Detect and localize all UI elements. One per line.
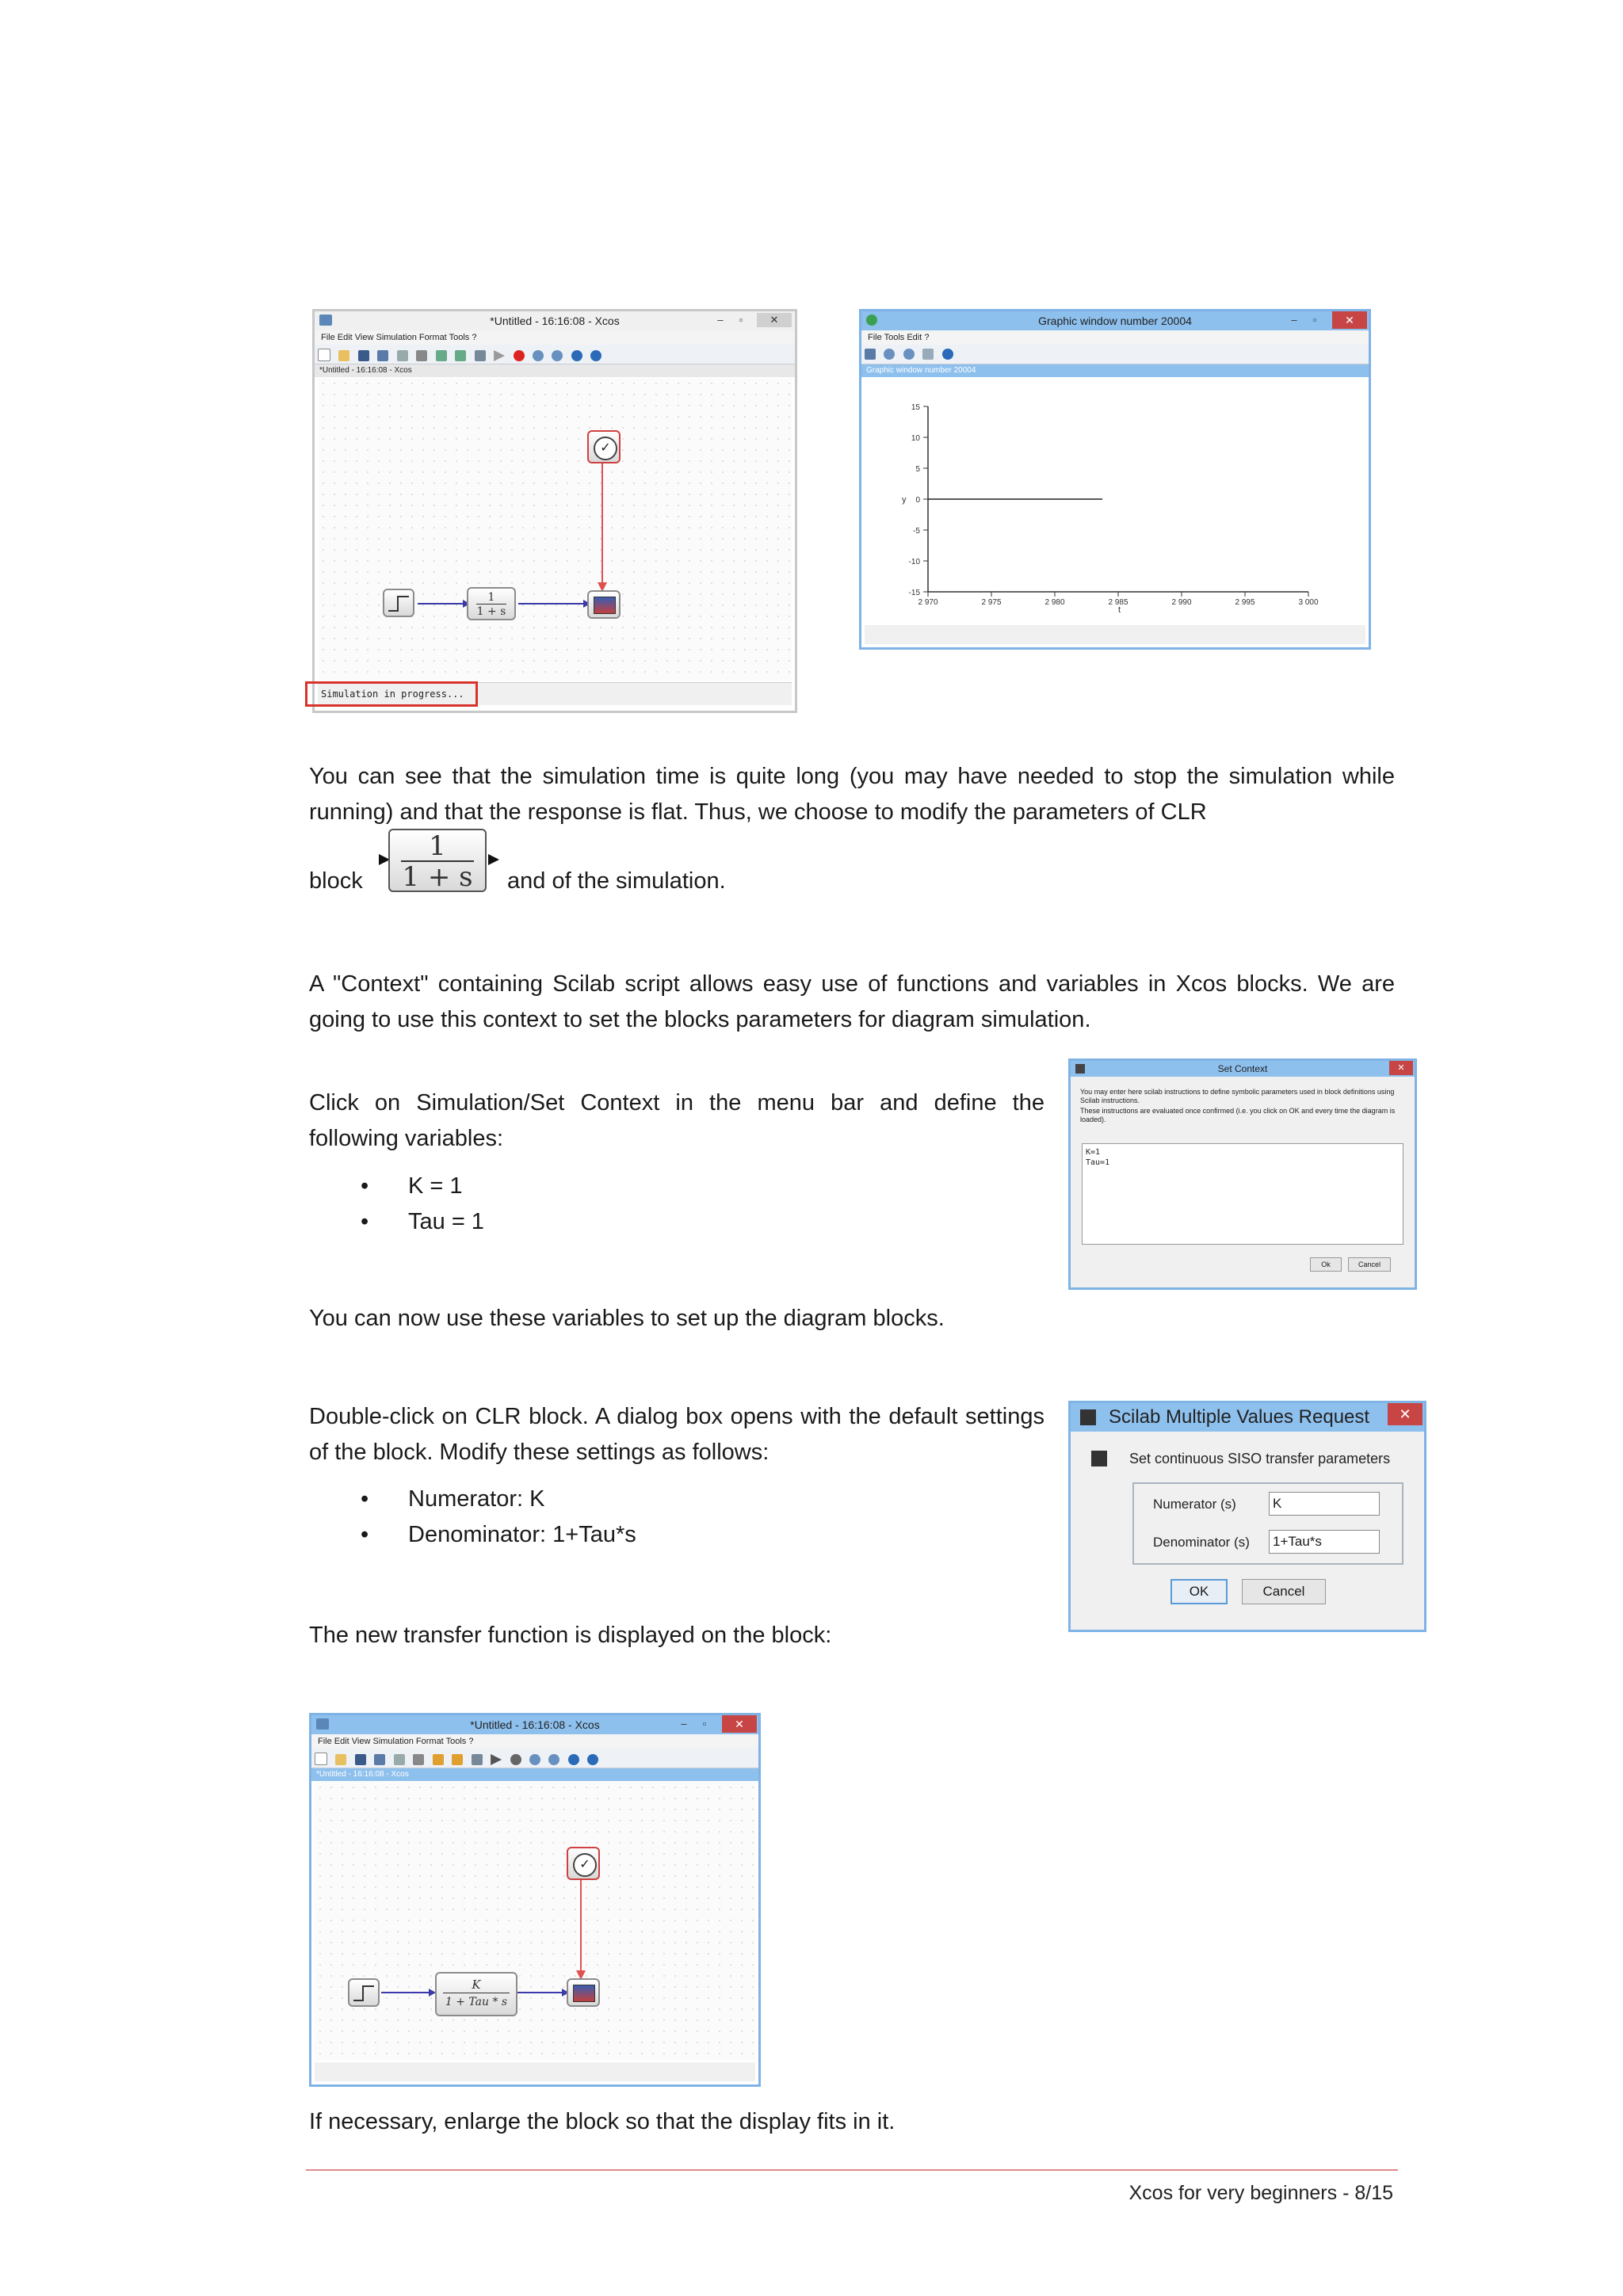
set-context-titlebar	[1071, 1061, 1415, 1077]
paragraph-simulation-time: You can see that the simulation time is quite long (you may have needed to stop the simulation while running) and that the response is flat. Thus, we choose to modify the parameters of CLR	[309, 764, 1395, 825]
numerator-input[interactable]: K	[1269, 1492, 1380, 1516]
bullet-mark: •	[361, 1173, 369, 1199]
scope-block[interactable]	[587, 590, 621, 619]
inline-clr-block	[377, 829, 502, 892]
x-tick-label: 3 000	[1298, 598, 1319, 607]
bullet-mark: •	[361, 1209, 369, 1234]
graphic-statusbar	[865, 625, 1365, 644]
clr-denominator: 1 + s	[476, 605, 506, 618]
denominator-input[interactable]: 1+Tau*s	[1269, 1530, 1380, 1554]
paragraph-double-click: Double-click on CLR block. A dialog box opens with the default settings of the block. Modify these settings as follows:	[309, 1404, 1044, 1465]
inline-output-arrow	[487, 852, 501, 867]
x-tick-label: 2 990	[1171, 598, 1192, 607]
fit-icon[interactable]	[472, 1754, 483, 1765]
x-tick-label: 2 970	[918, 598, 938, 607]
mvr-close-button[interactable]: ✕	[1388, 1403, 1423, 1425]
set-context-dialog	[1068, 1058, 1417, 1290]
footer-rule	[306, 2169, 1398, 2171]
save-as-icon[interactable]	[377, 350, 388, 361]
clr-denominator: 1 + Tau * s	[445, 1996, 508, 2008]
graphic-title: Graphic window number 20004	[1038, 315, 1192, 327]
graphic-tab[interactable]: Graphic window number 20004	[861, 364, 1369, 377]
context-ok-button[interactable]: Ok	[1310, 1257, 1342, 1272]
step-icon	[384, 590, 413, 616]
paragraph-context: A "Context" containing Scilab script allows easy use of functions and variables in Xcos blocks. We are going to use this context to set the blocks parameters for diagram simulation.	[309, 971, 1395, 1032]
clock-icon: ✓	[594, 437, 617, 460]
xcos-app-icon	[319, 315, 332, 326]
denominator-label: Denominator (s)	[1153, 1535, 1250, 1550]
play-icon[interactable]	[491, 1754, 502, 1765]
y-tick-label: 5	[915, 465, 920, 474]
diagram-tab[interactable]: *Untitled - 16:16:08 - Xcos	[311, 1768, 758, 1781]
paragraph-use-variables: You can now use these variables to set up the diagram blocks.	[309, 1306, 945, 1331]
bullet-mark: •	[361, 1486, 369, 1512]
set-context-info-1: You may enter here scilab instructions to define symbolic parameters used in block definitions using Scilab instructions.	[1080, 1088, 1395, 1104]
redo-icon[interactable]	[455, 350, 466, 361]
clr-numerator: 1	[476, 591, 506, 605]
y-tick-label: 10	[911, 434, 920, 443]
graphic-toolbar	[861, 345, 1369, 364]
list-item-text: Tau = 1	[408, 1209, 484, 1234]
bullet-mark: •	[361, 1522, 369, 1547]
context-cancel-button[interactable]: Cancel	[1348, 1257, 1391, 1272]
scope-icon	[573, 1985, 595, 2002]
zoom-out-icon[interactable]	[552, 350, 563, 361]
mvr-block-icon	[1091, 1451, 1107, 1466]
x-axis-label: t	[1118, 605, 1121, 615]
new-icon[interactable]	[315, 1753, 327, 1765]
list-item	[361, 1482, 636, 1517]
stop-icon[interactable]	[510, 1754, 521, 1765]
zoom-in-icon[interactable]	[529, 1754, 540, 1765]
close-button[interactable]: ✕	[722, 1715, 757, 1733]
y-tick-label: -5	[913, 527, 920, 536]
save-icon[interactable]	[355, 1754, 366, 1765]
mvr-app-icon	[1080, 1409, 1096, 1425]
cut-icon[interactable]	[413, 1754, 424, 1765]
status-bar	[315, 2062, 755, 2081]
close-button[interactable]: ✕	[757, 313, 792, 327]
graphic-minimize-button[interactable]: –	[1291, 314, 1297, 326]
window-titlebar	[315, 311, 795, 330]
graphic-close-button[interactable]: ✕	[1332, 311, 1367, 329]
mvr-cancel-button[interactable]: Cancel	[1242, 1579, 1326, 1604]
inline-clr-box	[388, 829, 487, 892]
clr-block[interactable]	[435, 1972, 517, 2016]
toolbar	[315, 345, 795, 364]
window-titlebar	[311, 1715, 758, 1734]
help-icon[interactable]	[590, 350, 601, 361]
list-item	[361, 1169, 484, 1204]
graphic-window	[859, 309, 1371, 650]
paragraph-enlarge-block: If necessary, enlarge the block so that the display fits in it.	[309, 2109, 896, 2134]
step-icon	[349, 1980, 378, 2005]
y-tick-label: -15	[908, 589, 920, 597]
mvr-titlebar	[1071, 1403, 1424, 1432]
multiple-values-dialog	[1068, 1401, 1426, 1632]
context-line-1: K=1	[1086, 1148, 1101, 1157]
save-as-icon[interactable]	[374, 1754, 385, 1765]
y-tick-label: 15	[911, 403, 920, 412]
paragraph-new-transfer: The new transfer function is displayed on the block:	[309, 1623, 832, 1648]
window-title: *Untitled - 16:16:08 - Xcos	[490, 315, 620, 327]
redo-icon[interactable]	[452, 1754, 463, 1765]
graphic-maximize-button[interactable]: ▫	[1312, 314, 1317, 326]
minimize-button[interactable]: –	[681, 1718, 687, 1730]
zoom-out-icon[interactable]	[548, 1754, 559, 1765]
x-tick-label: 2 975	[981, 598, 1002, 607]
toolbar	[311, 1749, 758, 1768]
clr-block[interactable]	[467, 587, 516, 620]
footer-text: Xcos for very beginners - 8/15	[1128, 2182, 1393, 2204]
zoom-out-icon[interactable]	[903, 349, 915, 360]
play-icon[interactable]	[494, 350, 505, 361]
maximize-button[interactable]: ▫	[739, 314, 743, 326]
status-highlight-box	[305, 681, 478, 707]
inline-clr-numerator: 1	[401, 832, 474, 862]
minimize-button[interactable]: –	[717, 314, 724, 326]
xcos-demos-icon[interactable]	[568, 1754, 579, 1765]
set-context-close-button[interactable]: ✕	[1389, 1061, 1413, 1075]
fit-icon[interactable]	[475, 350, 486, 361]
paragraph-set-context: Click on Simulation/Set Context in the menu bar and define the following variables:	[309, 1090, 1044, 1151]
open-icon[interactable]	[335, 1754, 346, 1765]
list-item	[361, 1517, 636, 1553]
context-line-2: Tau=1	[1086, 1158, 1110, 1167]
list-item-text: K = 1	[408, 1173, 463, 1199]
xcos-demos-icon[interactable]	[571, 350, 582, 361]
clock-icon: ✓	[573, 1853, 597, 1877]
inline-clr-denominator: 1 + s	[402, 861, 473, 893]
paragraph-block-tail: and of the simulation.	[507, 868, 726, 894]
scope-block[interactable]	[567, 1978, 600, 2007]
context-script-editor[interactable]	[1082, 1143, 1403, 1245]
stop-icon[interactable]	[514, 350, 525, 361]
mvr-subtitle: Set continuous SISO transfer parameters	[1129, 1451, 1391, 1466]
help-icon[interactable]	[587, 1754, 598, 1765]
list-item	[361, 1204, 484, 1240]
list-item-text: Denominator: 1+Tau*s	[408, 1522, 636, 1547]
set-context-info-2: These instructions are evaluated once confirmed (i.e. you click on OK and every time the diagram is loaded).	[1080, 1107, 1396, 1123]
xcos-window-screenshot-1	[312, 309, 797, 713]
scope-icon	[594, 597, 616, 614]
print-icon[interactable]	[397, 350, 408, 361]
save-icon[interactable]	[358, 350, 369, 361]
menu-bar[interactable]: File Edit View Simulation Format Tools ?	[311, 1734, 758, 1749]
print-icon[interactable]	[394, 1754, 405, 1765]
help-icon[interactable]	[942, 349, 953, 360]
rotate-icon[interactable]	[865, 349, 876, 360]
menu-bar[interactable]: File Edit View Simulation Format Tools ?	[315, 330, 795, 345]
datatip-icon[interactable]	[922, 349, 934, 360]
numerator-label: Numerator (s)	[1153, 1497, 1236, 1512]
open-icon[interactable]	[338, 350, 349, 361]
clock-block[interactable]	[567, 1847, 600, 1880]
xcos-app-icon	[316, 1718, 329, 1730]
zoom-in-icon[interactable]	[533, 350, 544, 361]
undo-icon[interactable]	[433, 1754, 444, 1765]
diagram-tab[interactable]: *Untitled - 16:16:08 - Xcos	[315, 364, 795, 377]
step-block[interactable]	[383, 589, 414, 617]
list-item-text: Numerator: K	[408, 1486, 545, 1512]
dialog-app-icon	[1075, 1064, 1085, 1074]
clock-block[interactable]	[587, 430, 621, 463]
xcos-window-screenshot-2	[309, 1713, 761, 2087]
zoom-icon[interactable]	[884, 349, 895, 360]
window-title: *Untitled - 16:16:08 - Xcos	[470, 1718, 600, 1731]
set-context-title: Set Context	[1217, 1063, 1268, 1074]
graphic-titlebar	[861, 311, 1369, 330]
diagram-links	[315, 1782, 755, 2061]
graphic-plot	[865, 379, 1365, 617]
clr-numerator: K	[443, 1977, 510, 1993]
cut-icon[interactable]	[416, 350, 427, 361]
x-tick-label: 2 995	[1235, 598, 1255, 607]
status-text: Simulation in progress...	[321, 688, 464, 700]
context-variables-list	[361, 1169, 484, 1240]
mvr-title: Scilab Multiple Values Request	[1109, 1406, 1370, 1428]
diagram-links	[318, 378, 792, 681]
new-icon[interactable]	[318, 349, 330, 361]
scilab-app-icon	[866, 315, 877, 326]
mvr-ok-button[interactable]: OK	[1170, 1579, 1228, 1604]
step-block[interactable]	[348, 1978, 380, 2007]
clr-settings-list	[361, 1482, 636, 1553]
y-tick-label: -10	[908, 558, 920, 566]
x-tick-label: 2 980	[1044, 598, 1065, 607]
graphic-menu-bar[interactable]: File Tools Edit ?	[861, 330, 1369, 345]
paragraph-block-word: block	[309, 868, 363, 894]
maximize-button[interactable]: ▫	[702, 1718, 707, 1730]
undo-icon[interactable]	[436, 350, 447, 361]
y-axis-label: y	[902, 495, 907, 505]
x-tick-label: 2 985	[1108, 598, 1128, 607]
y-tick-label: 0	[915, 496, 920, 505]
